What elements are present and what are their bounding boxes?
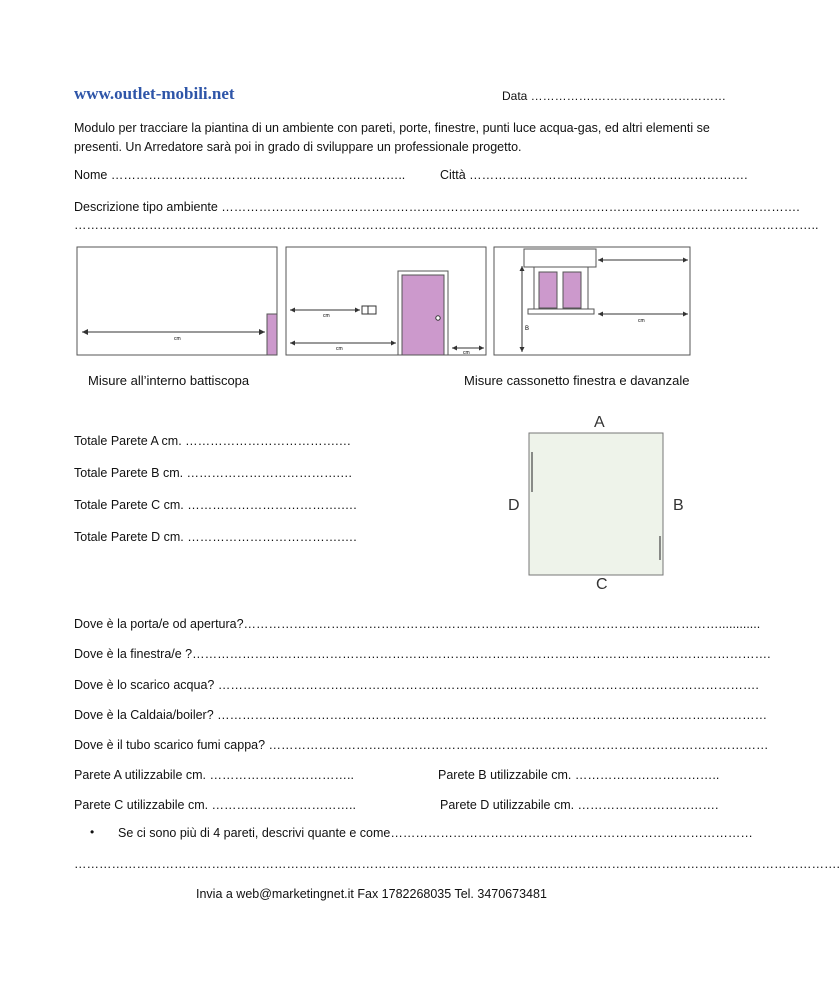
footer-contacts: Invia a web@marketingnet.it Fax 1782268035 Tel. 3470673481	[196, 887, 547, 901]
intro-text: Modulo per tracciare la piantina di un ambiente con pareti, porte, finestre, punti luce acqua-gas, ed altri elementi se presenti. Un Arredatore sarà poi in grado di sviluppare un professionale progetto.	[74, 121, 710, 154]
wall-label-b: B	[673, 497, 684, 514]
wall-label-a: A	[594, 414, 605, 431]
site-url: www.outlet-mobili.net	[74, 84, 235, 103]
measure-label: cm	[463, 350, 470, 356]
wall-diagrams	[76, 246, 692, 358]
usable-parete-b: Parete B utilizzabile cm. ……………………………..	[438, 768, 720, 782]
usable-parete-d: Parete D utilizzabile cm. …………………………….	[440, 798, 719, 812]
usable-parete-a: Parete A utilizzabile cm. ……………………………..	[74, 768, 354, 782]
caption-right: Misure cassonetto finestra e davanzale	[464, 373, 690, 388]
descrizione-field: Descrizione tipo ambiente ………………………………………………………………………………………………………………………….	[74, 200, 800, 214]
socket-icon	[362, 306, 376, 314]
room-plan-box	[529, 433, 663, 575]
citta-field: Città ………………………………………………………….	[440, 168, 748, 182]
door-icon	[402, 275, 444, 355]
window-icon	[539, 272, 557, 308]
measure-label: cm	[323, 313, 330, 319]
svg-text:B: B	[525, 326, 530, 332]
question-scarico-acqua: Dove è lo scarico acqua? ………………………………………………………………………………………………………………….	[74, 678, 759, 692]
bullet-icon: •	[90, 825, 95, 839]
totale-parete-a: Totale Parete A cm. ……………………………….…	[74, 434, 352, 448]
question-porta: Dove è la porta/e od apertura?……………………………………………………………………………………………………............	[74, 617, 761, 631]
last-line: ………………………………………………………………………………………………………………………………………………………………….	[74, 857, 840, 871]
skirting-board	[267, 314, 277, 355]
question-caldaia: Dove è la Caldaia/boiler? ……………………………………………………………………………………………………………………	[74, 708, 768, 722]
question-fumi-cappa: Dove è il tubo scarico fumi cappa? …………………………………………………………………………………………………………	[74, 738, 769, 752]
window-box	[524, 249, 596, 267]
totale-parete-c: Totale Parete C cm. ……………………………….….	[74, 498, 357, 512]
totale-parete-b: Totale Parete B cm. ……………………………….…	[74, 466, 353, 480]
measure-label: cm	[336, 346, 343, 352]
totale-parete-d: Totale Parete D cm. ……………………………….….	[74, 530, 357, 544]
wall-panel-2	[286, 247, 486, 355]
measure-label: cm	[638, 318, 645, 324]
bullet-pareti: Se ci sono più di 4 pareti, descrivi quante e come……………………………………………………………………………	[118, 826, 753, 840]
room-plan	[528, 432, 664, 576]
usable-parete-c: Parete C utilizzabile cm. ……………………………..	[74, 798, 356, 812]
date-field: Data …………….……………………………	[502, 89, 727, 103]
caption-left: Misure all’interno battiscopa	[88, 373, 250, 388]
descrizione-line-2: ……………………………………………………………………………………………………………………………………………………………..	[74, 218, 819, 232]
wall-label-d: D	[508, 497, 520, 514]
window-sill	[528, 309, 594, 314]
measure-label: cm	[174, 336, 181, 342]
question-finestra: Dove è la finestra/e ?………………………………………………………………………………………………………………………….	[74, 647, 771, 661]
wall-label-c: C	[596, 576, 608, 593]
nome-field: Nome ……………………………………………………………..	[74, 168, 406, 182]
